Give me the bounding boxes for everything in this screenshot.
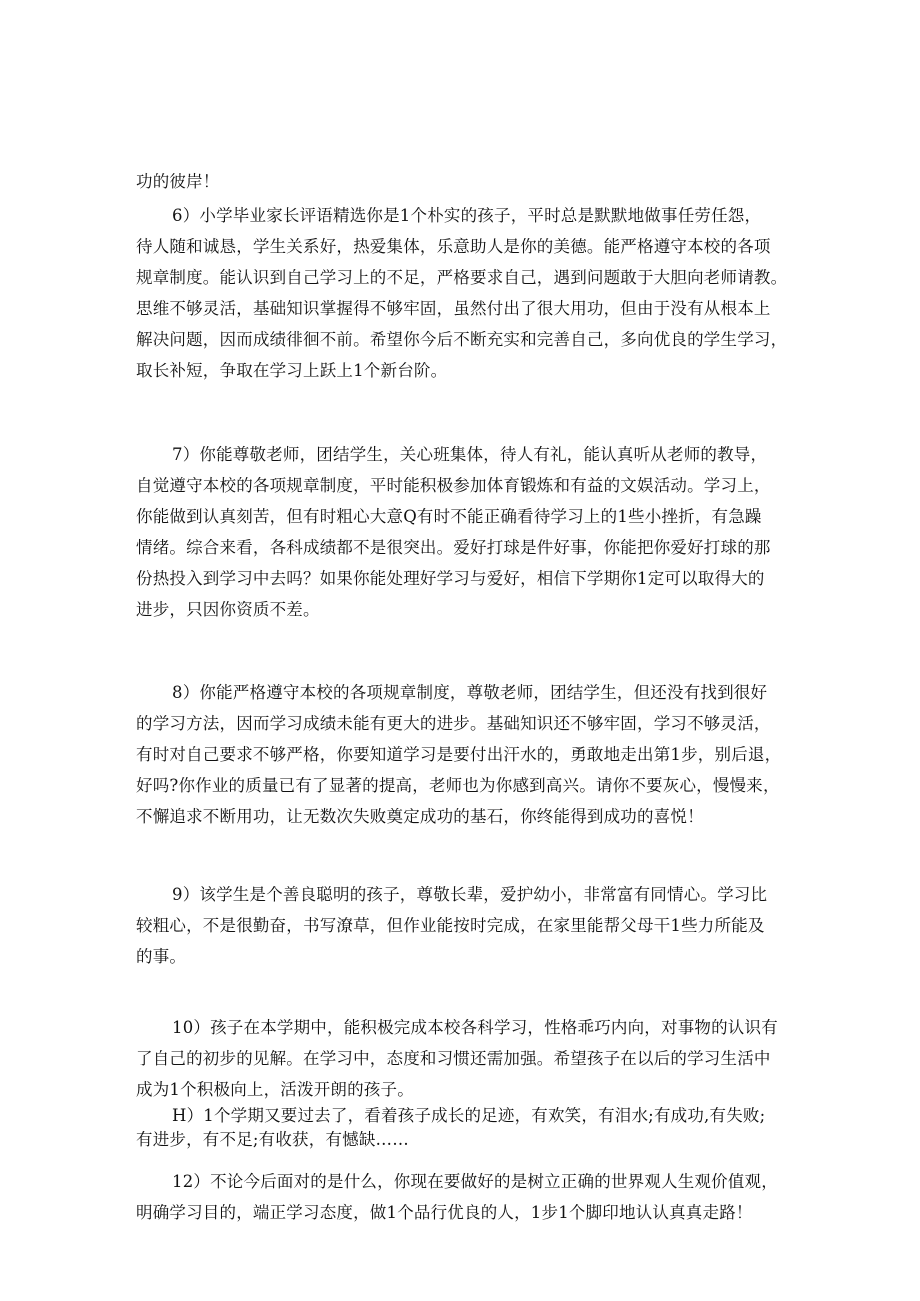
paragraph-9 [136, 879, 796, 972]
text-line: 7）你能尊敬老师，团结学生，关心班集体，待人有礼，能认真听从老师的教导， [172, 445, 768, 464]
text-line: 明确学习目的，端正学习态度，做1个品行优良的人，1步1个脚印地认认真真走路！ [136, 1203, 753, 1222]
text-line: 9）该学生是个善良聪明的孩子，尊敬长辈，爱护幼小，非常富有同情心。学习比 [172, 885, 768, 904]
paragraph-11 [136, 1104, 796, 1152]
text-line: 你能做到认真刻苦，但有时粗心大意Q有时不能正确看待学习上的1些小挫折，有急躁 [136, 507, 762, 526]
paragraph-8 [136, 677, 796, 832]
continuation-text [136, 166, 796, 197]
text-line: 规章制度。能认识到自己学习上的不足，严格要求自己，遇到问题敢于大胆向老师请教。 [136, 268, 788, 287]
text-line: 12）不论今后面对的是什么，你现在要做好的是树立正确的世界观人生观价值观， [172, 1172, 778, 1191]
text-line: 取长补短，争取在学习上跃上1个新台阶。 [136, 361, 448, 380]
text-line: 了自己的初步的见解。在学习中，态度和习惯还需加强。希望孩子在以后的学习生活中 [136, 1049, 771, 1068]
paragraph-7 [136, 439, 796, 625]
text-line: 份热投入到学习中去吗？如果你能处理好学习与爱好，相信下学期你1定可以取得大的 [136, 569, 765, 588]
text-line: 思维不够灵活，基础知识掌握得不够牢固，虽然付出了很大用功，但由于没有从根本上 [136, 299, 771, 318]
text-line: 待人随和诚恳，学生关系好，热爱集体，乐意助人是你的美德。能严格遵守本校的各项 [136, 237, 771, 256]
text-line: 不懈追求不断用功，让无数次失败奠定成功的基石，你终能得到成功的喜悦！ [136, 807, 704, 826]
paragraph-10 [136, 1012, 796, 1105]
text-line: 解决问题，因而成绩徘徊不前。希望你今后不断充实和完善自己，多向优良的学生学习， [136, 330, 788, 349]
text-line: 好吗?你作业的质量已有了显著的提高，老师也为你感到高兴。请你不要灰心，慢慢来， [136, 776, 780, 795]
text-line: 6）小学毕业家长评语精选你是1个朴实的孩子，平时总是默默地做事任劳任怨， [172, 206, 762, 225]
text-line: 有时对自己要求不够严格，你要知道学习是要付出汗水的，勇敢地走出第1步，别后退， [136, 745, 782, 764]
text-line: H）1个学期又要过去了，看着孩子成长的足迹，有欢笑，有泪水;有成功,有失败; [172, 1106, 766, 1125]
text-line: 8）你能严格遵守本校的各项规章制度，尊敬老师，团结学生，但还没有找到很好 [172, 683, 768, 702]
text-line: 有进步，有不足;有收获，有憾缺…… [136, 1130, 409, 1149]
text-line: 成为1个积极向上，活泼开朗的孩子。 [136, 1080, 414, 1099]
text-line: 较粗心，不是很勤奋，书写潦草，但作业能按时完成，在家里能帮父母干1些力所能及 [136, 916, 765, 935]
text-line: 自觉遵守本校的各项规章制度，平时能积极参加体育锻炼和有益的文娱活动。学习上， [136, 476, 771, 495]
text-line: 的事。 [136, 947, 187, 966]
text-line: 的学习方法，因而学习成绩未能有更大的进步。基础知识还不够牢固，学习不够灵活， [136, 714, 771, 733]
text-line: 情绪。综合来看，各科成绩都不是很突出。爱好打球是件好事，你能把你爱好打球的那 [136, 538, 771, 557]
paragraph-12 [136, 1166, 796, 1228]
text-line: 10）孩子在本学期中，能积极完成本校各科学习，性格乖巧内向，对事物的认识有 [172, 1018, 778, 1037]
text-line: 功的彼岸！ [136, 172, 220, 191]
text-line: 进步，只因你资质不差。 [136, 600, 320, 619]
paragraph-6 [136, 200, 796, 386]
